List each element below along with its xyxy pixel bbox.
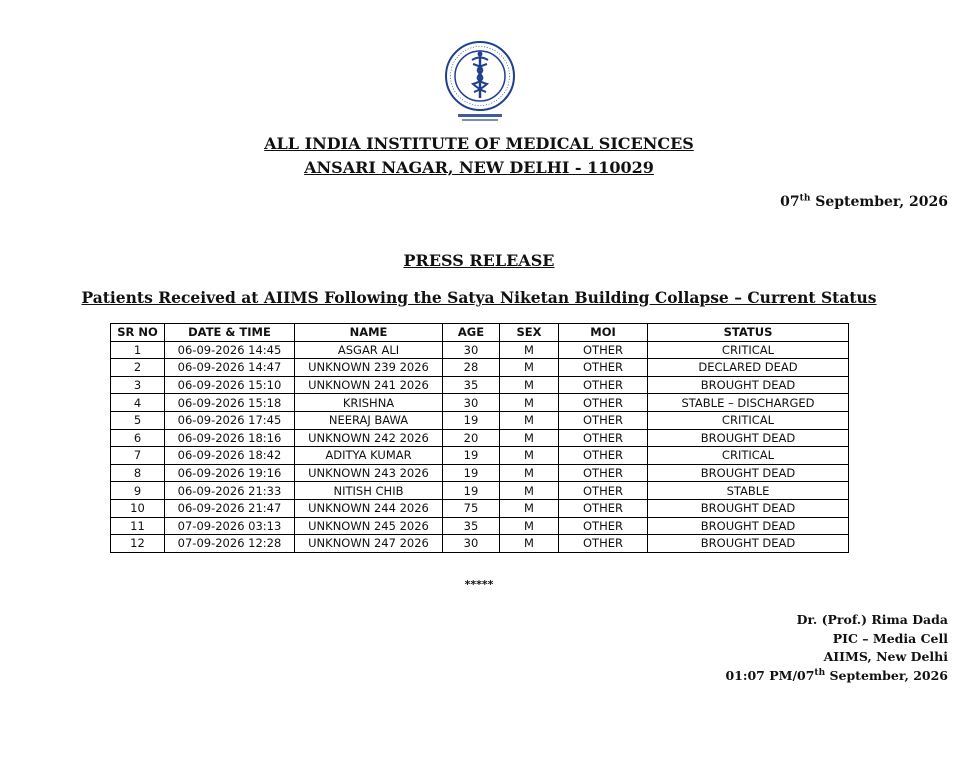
table-cell: STABLE [648, 482, 849, 500]
table-cell: M [500, 376, 559, 394]
table-cell: 28 [443, 359, 500, 377]
table-cell: M [500, 499, 559, 517]
table-cell: 8 [111, 464, 165, 482]
table-cell: 06-09-2026 14:47 [165, 359, 295, 377]
table-cell: OTHER [559, 429, 648, 447]
signatory-name: Dr. (Prof.) Rima Dada [796, 612, 948, 627]
table-cell: 30 [443, 341, 500, 359]
table-cell: 06-09-2026 17:45 [165, 411, 295, 429]
table-cell: 4 [111, 394, 165, 412]
column-header: AGE [443, 324, 500, 342]
table-body [111, 341, 849, 552]
table-cell: UNKNOWN 241 2026 [295, 376, 443, 394]
table-row [111, 341, 849, 359]
table-cell: 06-09-2026 21:47 [165, 499, 295, 517]
table-cell: UNKNOWN 244 2026 [295, 499, 443, 517]
table-cell: M [500, 535, 559, 553]
table-cell: ASGAR ALI [295, 341, 443, 359]
table-cell: BROUGHT DEAD [648, 517, 849, 535]
table-cell: M [500, 464, 559, 482]
table-row [111, 429, 849, 447]
table-row [111, 447, 849, 465]
table-cell: UNKNOWN 245 2026 [295, 517, 443, 535]
table-cell: 3 [111, 376, 165, 394]
timestamp-rest: September, 2026 [825, 667, 948, 683]
table-cell: 06-09-2026 15:18 [165, 394, 295, 412]
table-cell: OTHER [559, 376, 648, 394]
table-cell: OTHER [559, 394, 648, 412]
aiims-emblem-icon [442, 40, 518, 124]
table-cell: OTHER [559, 411, 648, 429]
table-cell: M [500, 517, 559, 535]
table-cell: M [500, 429, 559, 447]
signatory-organization: AIIMS, New Delhi [823, 649, 948, 665]
document-subject: Patients Received at AIIMS Following the Satya Niketan Building Collapse – Current Status [81, 288, 877, 307]
table-cell: OTHER [559, 482, 648, 500]
signatory-designation: PIC – Media Cell [832, 630, 948, 646]
table-cell: UNKNOWN 242 2026 [295, 429, 443, 447]
table-cell: UNKNOWN 247 2026 [295, 535, 443, 553]
table-row [111, 394, 849, 412]
table-row [111, 482, 849, 500]
table-row [111, 535, 849, 553]
table-cell: 7 [111, 447, 165, 465]
column-header: STATUS [648, 324, 849, 342]
table-cell: KRISHNA [295, 394, 443, 412]
table-cell: M [500, 411, 559, 429]
release-date [780, 194, 948, 210]
table-cell: 11 [111, 517, 165, 535]
table-row [111, 517, 849, 535]
table-cell: 06-09-2026 18:42 [165, 447, 295, 465]
table-cell: 10 [111, 499, 165, 517]
table-cell: 2 [111, 359, 165, 377]
table-row [111, 499, 849, 517]
table-cell: BROUGHT DEAD [648, 429, 849, 447]
release-date-suffix: th [799, 193, 811, 204]
table-cell: 19 [443, 411, 500, 429]
table-row [111, 376, 849, 394]
table-cell: BROUGHT DEAD [648, 535, 849, 553]
table-cell: 06-09-2026 21:33 [165, 482, 295, 500]
table-cell: 12 [111, 535, 165, 553]
table-cell: 19 [443, 464, 500, 482]
timestamp-time: 01:07 PM/07 [725, 667, 815, 683]
column-header: DATE & TIME [165, 324, 295, 342]
table-cell: BROUGHT DEAD [648, 464, 849, 482]
table-cell: M [500, 394, 559, 412]
table-row [111, 464, 849, 482]
table-cell: CRITICAL [648, 411, 849, 429]
table-cell: OTHER [559, 341, 648, 359]
table-cell: NITISH CHIB [295, 482, 443, 500]
table-cell: 35 [443, 376, 500, 394]
table-cell: 07-09-2026 03:13 [165, 517, 295, 535]
table-cell: OTHER [559, 359, 648, 377]
table-row [111, 411, 849, 429]
table-cell: OTHER [559, 447, 648, 465]
table-cell: OTHER [559, 499, 648, 517]
table-cell: 1 [111, 341, 165, 359]
release-date-day: 07 [780, 194, 800, 210]
table-cell: 06-09-2026 19:16 [165, 464, 295, 482]
column-header: MOI [559, 324, 648, 342]
table-cell: 20 [443, 429, 500, 447]
table-cell: 30 [443, 394, 500, 412]
table-cell: M [500, 359, 559, 377]
table-cell: 30 [443, 535, 500, 553]
institute-address: ANSARI NAGAR, NEW DELHI - 110029 [304, 158, 654, 177]
table-header-row [111, 324, 849, 342]
column-header: SEX [500, 324, 559, 342]
column-header: SR NO [111, 324, 165, 342]
table-cell: M [500, 341, 559, 359]
column-header: NAME [295, 324, 443, 342]
signature-timestamp [725, 667, 948, 686]
table-cell: 9 [111, 482, 165, 500]
table-cell: NEERAJ BAWA [295, 411, 443, 429]
timestamp-suffix: th [814, 667, 826, 678]
table-cell: OTHER [559, 535, 648, 553]
table-cell: UNKNOWN 243 2026 [295, 464, 443, 482]
table-cell: 19 [443, 447, 500, 465]
table-cell: 75 [443, 499, 500, 517]
table-cell: M [500, 447, 559, 465]
table-cell: 35 [443, 517, 500, 535]
press-release-title: PRESS RELEASE [403, 251, 555, 270]
table-cell: 06-09-2026 18:16 [165, 429, 295, 447]
table-cell: 06-09-2026 15:10 [165, 376, 295, 394]
institute-name: ALL INDIA INSTITUTE OF MEDICAL SICENCES [264, 134, 694, 153]
table-cell: OTHER [559, 464, 648, 482]
signature-block [725, 611, 948, 685]
patient-status-table [110, 323, 849, 553]
table-cell: CRITICAL [648, 341, 849, 359]
table-cell: 06-09-2026 14:45 [165, 341, 295, 359]
table-cell: BROUGHT DEAD [648, 376, 849, 394]
table-cell: 5 [111, 411, 165, 429]
table-cell: ADITYA KUMAR [295, 447, 443, 465]
table-cell: UNKNOWN 239 2026 [295, 359, 443, 377]
table-cell: OTHER [559, 517, 648, 535]
table-cell: BROUGHT DEAD [648, 499, 849, 517]
table-cell: 6 [111, 429, 165, 447]
section-separator: ***** [464, 578, 494, 591]
release-date-rest: September, 2026 [810, 194, 948, 210]
table-cell: 07-09-2026 12:28 [165, 535, 295, 553]
table-cell: 19 [443, 482, 500, 500]
table-cell: M [500, 482, 559, 500]
table-cell: DECLARED DEAD [648, 359, 849, 377]
table-row [111, 359, 849, 377]
table-cell: STABLE – DISCHARGED [648, 394, 849, 412]
table-cell: CRITICAL [648, 447, 849, 465]
